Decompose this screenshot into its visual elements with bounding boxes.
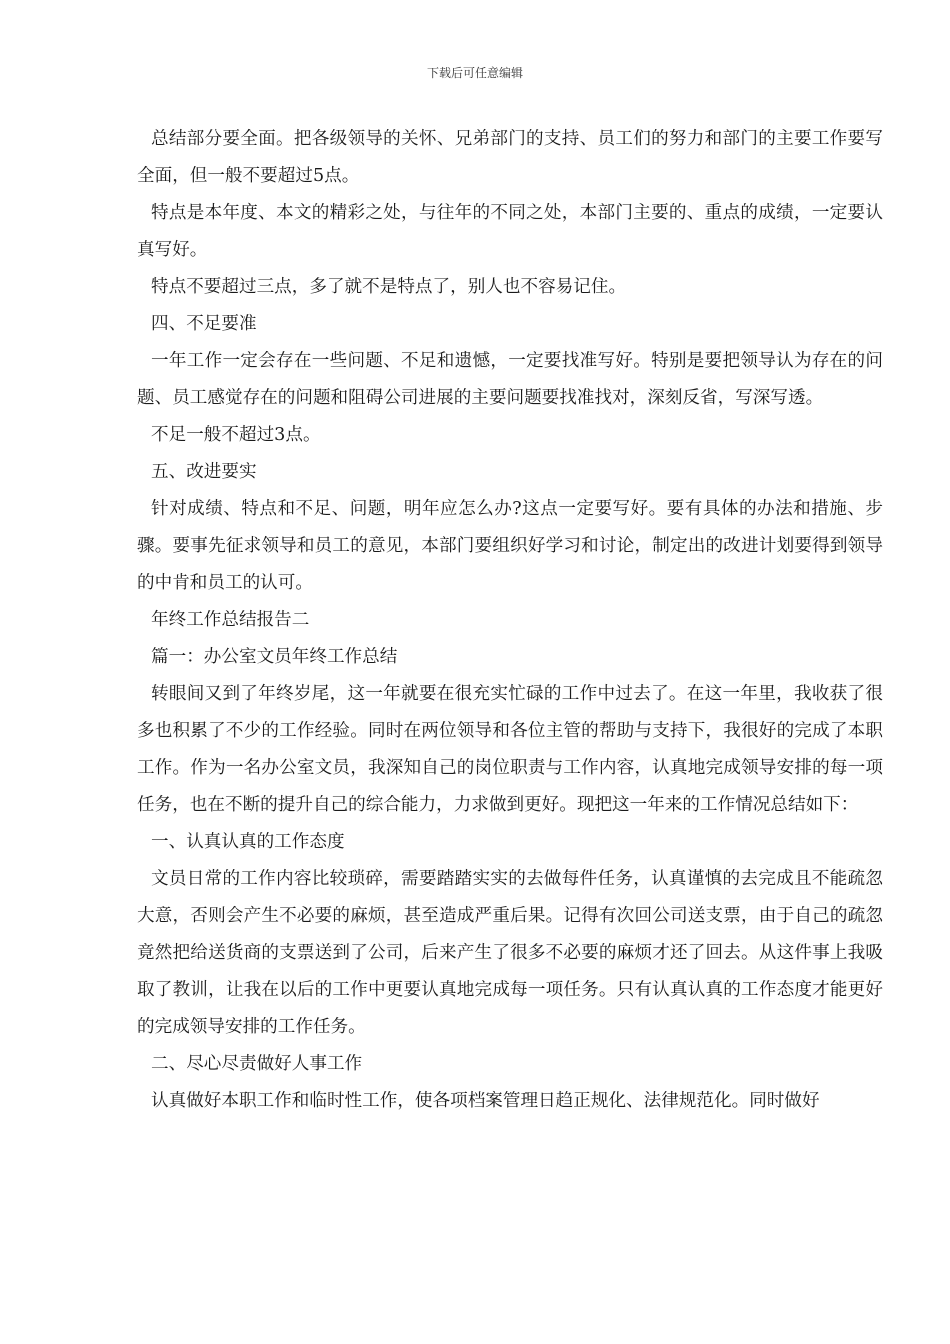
paragraph-summary-comprehensive: 总结部分要全面。把各级领导的关怀、兄弟部门的支持、员工们的努力和部门的主要工作要写全面，但一般不要超过5点。 [137,129,883,186]
page-header: 下载后可任意编辑 [426,66,523,80]
paragraph-features: 特点是本年度、本文的精彩之处，与往年的不同之处，本部门主要的、重点的成绩，一定要认真写好。 [137,203,883,260]
heading-hr-work: 二、尽心尽责做好人事工作 [151,1054,363,1074]
heading-shortcomings: 四、不足要准 [151,314,257,334]
paragraph-hr-work: 认真做好本职工作和临时性工作，使各项档案管理日趋正规化、法律规范化。同时做好 [151,1091,820,1111]
heading-work-attitude: 一、认真认真的工作态度 [151,832,345,852]
paragraph-shortcomings: 一年工作一定会存在一些问题、不足和遗憾，一定要找准写好。特别是要把领导认为存在的问题、员工感觉存在的问题和阻碍公司进展的主要问题要找准找对，深刻反省，写深写透。 [137,351,883,408]
heading-report-two: 年终工作总结报告二 [151,610,310,630]
paragraph-improvements: 针对成绩、特点和不足、问题，明年应怎么办?这点一定要写好。要有具体的办法和措施、步骤。要事先征求领导和员工的意见，本部门要组织好学习和讨论，制定出的改进计划要得到领导的中肯和员工的认可。 [137,499,883,593]
heading-article-one: 篇一：办公室文员年终工作总结 [151,647,398,667]
paragraph-features-limit: 特点不要超过三点，多了就不是特点了，别人也不容易记住。 [151,277,627,297]
document-body [137,121,883,1120]
paragraph-work-attitude: 文员日常的工作内容比较琐碎，需要踏踏实实的去做每件任务，认真谨慎的去完成且不能疏忽大意，否则会产生不必要的麻烦，甚至造成严重后果。记得有次回公司送支票，由于自己的疏忽竟然把给送货商的支票送到了公司，后来产生了很多不必要的麻烦才还了回去。从这件事上我吸取了教训，让我在以后的工作中更要认真地完成每一项任务。只有认真认真的工作态度才能更好的完成领导安排的工作任务。 [137,869,883,1037]
paragraph-shortcomings-limit: 不足一般不超过3点。 [151,425,321,445]
paragraph-intro: 转眼间又到了年终岁尾，这一年就要在很充实忙碌的工作中过去了。在这一年里，我收获了很多也积累了不少的工作经验。同时在两位领导和各位主管的帮助与支持下，我很好的完成了本职工作。作为一名办公室文员，我深知自己的岗位职责与工作内容，认真地完成领导安排的每一项任务，也在不断的提升自己的综合能力，力求做到更好。现把这一年来的工作情况总结如下： [137,684,883,815]
heading-improvements: 五、改进要实 [151,462,257,482]
